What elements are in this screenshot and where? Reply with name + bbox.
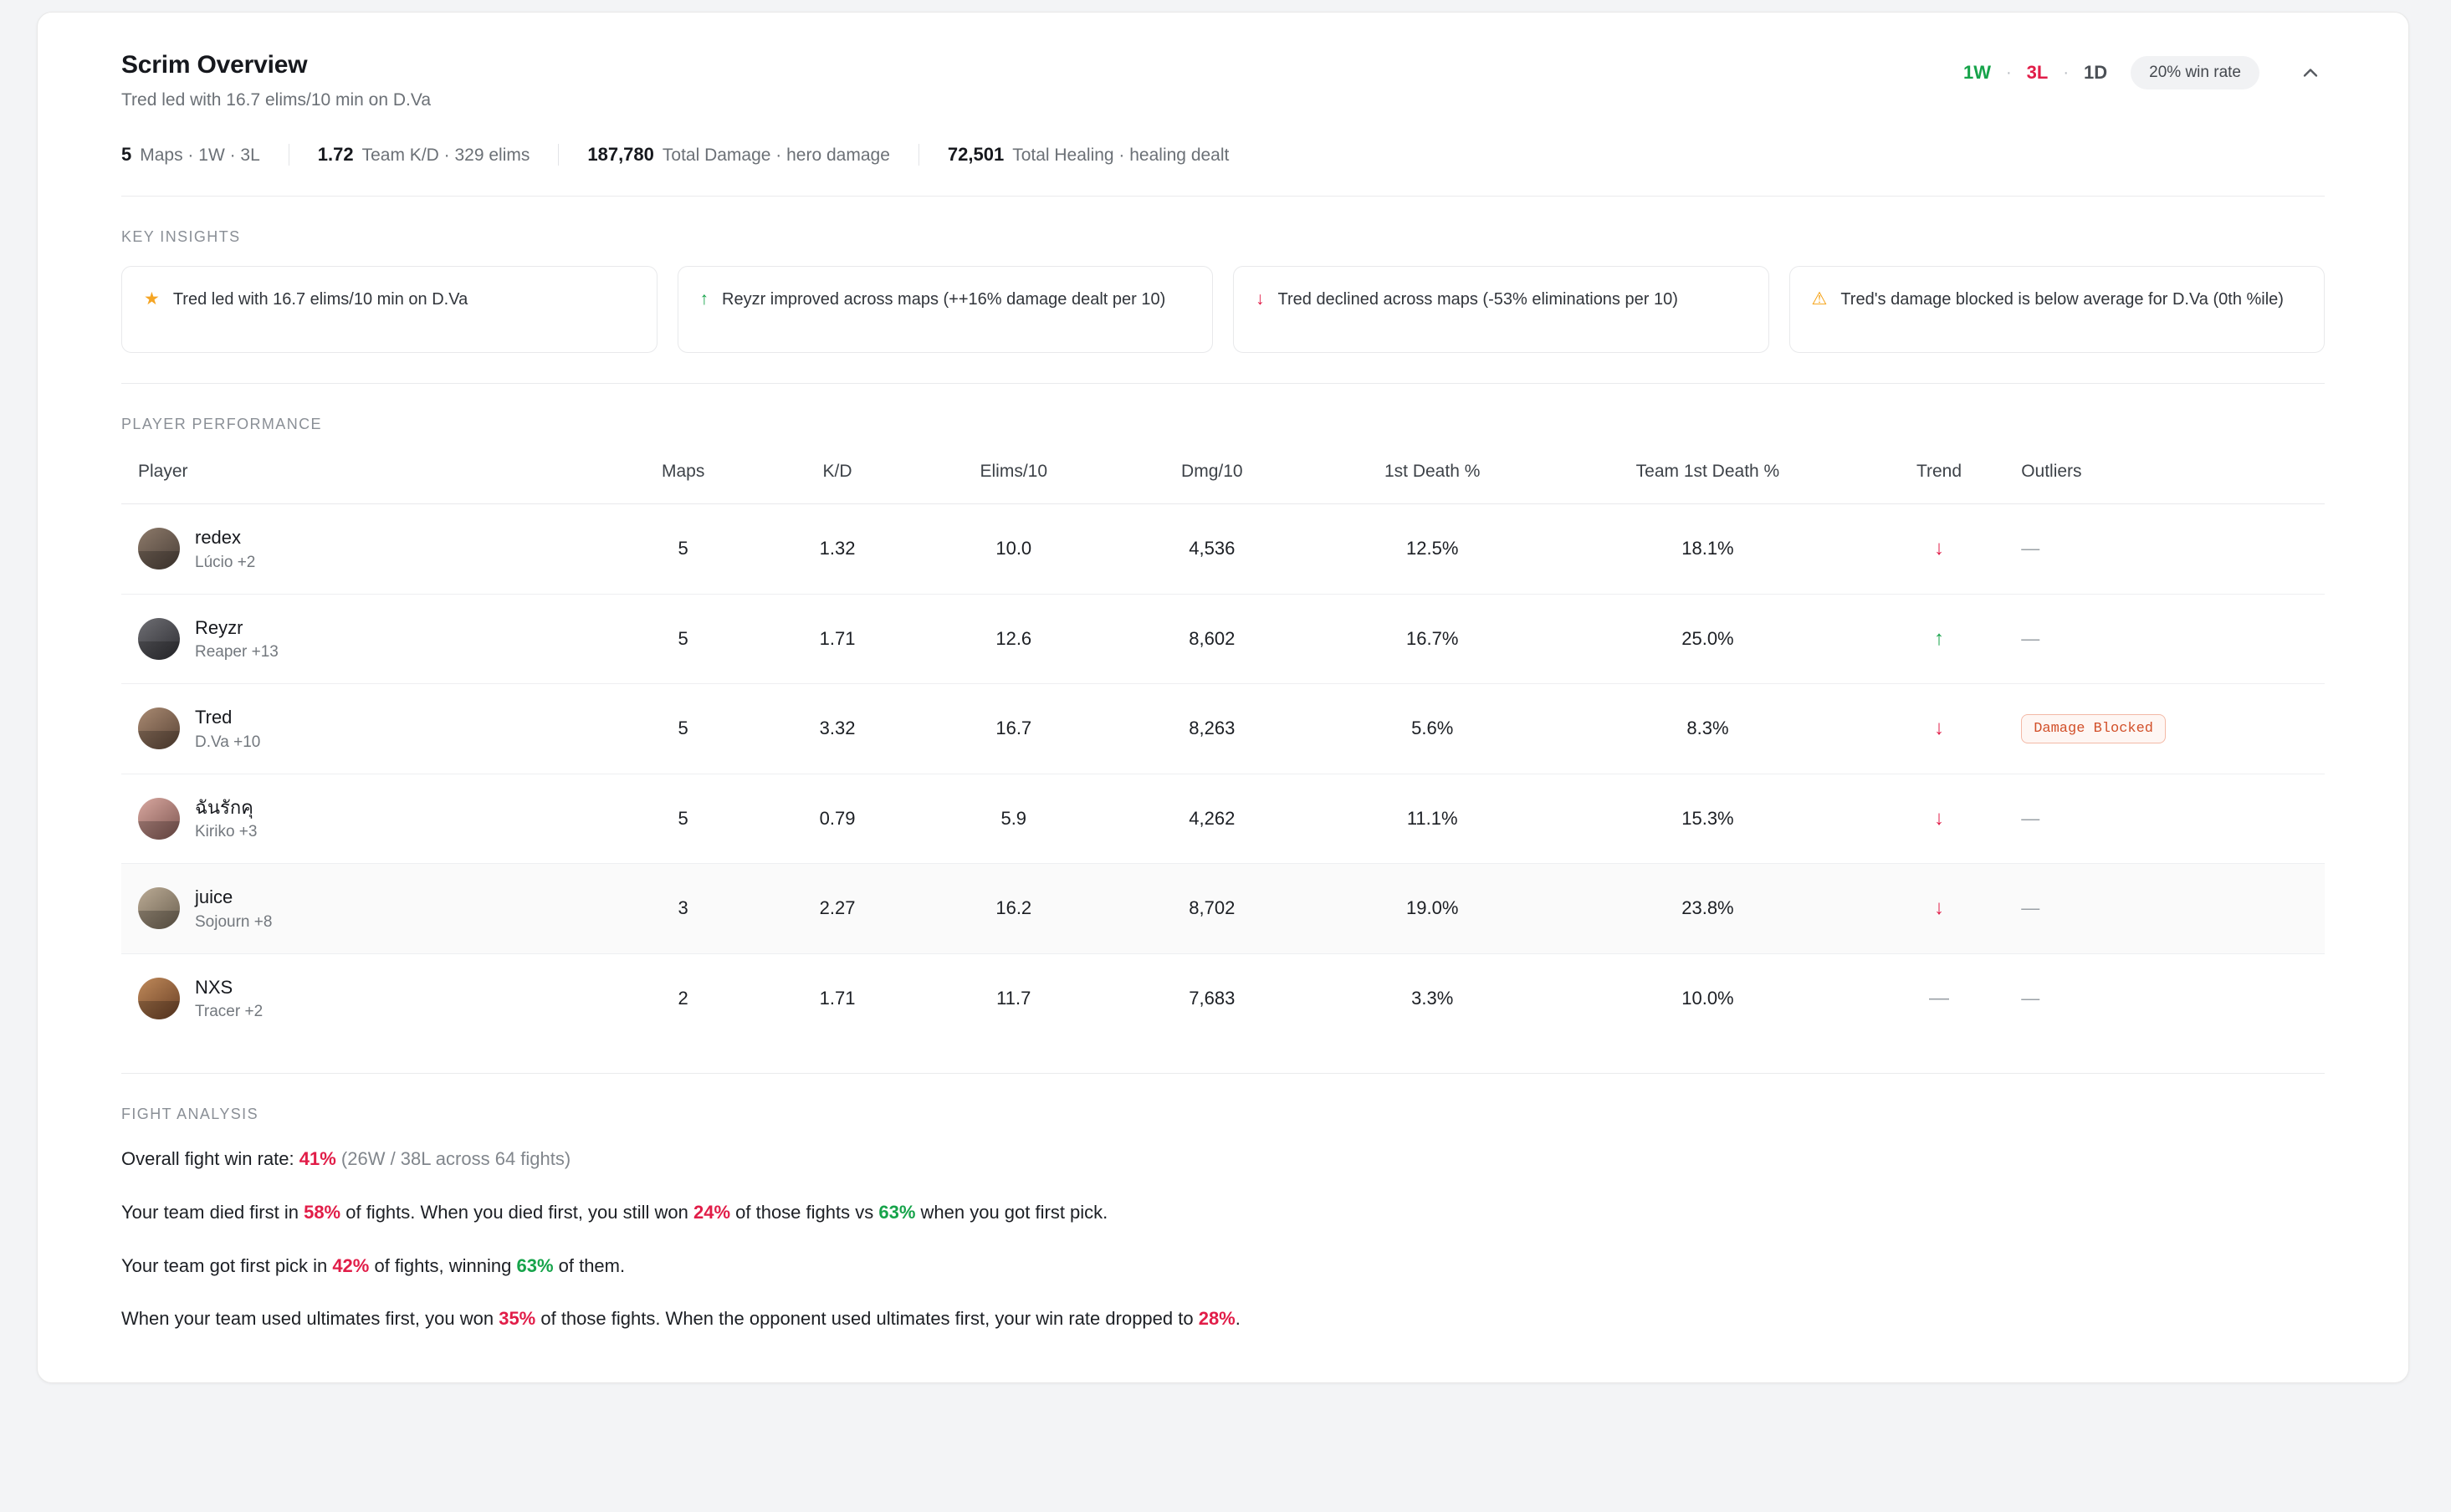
fa1-detail: (26W / 38L across 64 fights) [335,1148,571,1169]
summary-stat-value: 1.72 [317,144,354,165]
cell-elims10: 5.9 [914,774,1113,864]
summary-stat-value: 5 [121,144,132,165]
column-header-player: Player [121,452,606,504]
fa3-v2: 63% [516,1254,554,1276]
column-header-trend: Trend [1862,452,2016,504]
cell-maps: 3 [606,864,760,954]
fa3-p1: Your team got first pick in [121,1254,333,1276]
fa2-p1: Your team died first in [121,1201,304,1223]
player-hero: Lúcio +2 [195,553,256,571]
avatar [138,798,180,840]
player-performance-label: PLAYER PERFORMANCE [121,416,322,432]
player-cell [121,774,606,864]
header-text-group [121,51,431,110]
cell-kd: 3.32 [760,684,914,774]
fa2-v3: 63% [878,1201,916,1223]
divider [121,383,2325,384]
table-row[interactable] [121,864,2325,954]
insight-text: Reyzr improved across maps (++16% damage dealt per 10) [722,290,1166,309]
trend-flat-icon: — [1929,986,1949,1009]
cell-first-death: 5.6% [1311,684,1553,774]
cell-kd: 2.27 [760,864,914,954]
record-sep-2: · [2063,63,2070,82]
avatar [138,978,180,1019]
cell-maps: 2 [678,987,688,1009]
player-name: Reyzr [195,616,243,638]
trend-down-icon: ↓ [1862,864,2016,954]
summary-stat [121,144,289,166]
fa2-p2: of fights. When you died first, you still won [340,1201,693,1223]
cell-first-death: 11.1% [1311,774,1553,864]
column-header-maps: Maps [606,452,760,504]
insight-card [678,266,1214,353]
player-name: redex [195,527,242,548]
fa4-p2: of those fights. When the opponent used ultimates first, your win rate dropped to [535,1308,1199,1330]
table-row[interactable] [121,774,2325,864]
player-performance-table [121,452,2325,1043]
avatar [138,707,180,749]
player-hero: Tracer +2 [195,1003,264,1020]
cell-elims10: 12.6 [914,594,1113,684]
cell-team-first-death: 15.3% [1553,774,1862,864]
cell-outliers: — [2016,774,2325,864]
cell-elims10: 16.7 [914,684,1113,774]
player-cell [121,864,606,954]
cell-maps: 5 [606,594,760,684]
cell-first-death: 16.7% [1311,594,1553,684]
column-header-elims10: Elims/10 [914,452,1113,504]
fight-analysis-label: FIGHT ANALYSIS [121,1106,258,1122]
record-wins: 1W [1963,62,1991,83]
fa3-p2: of fights, winning [369,1254,517,1276]
fa1-prefix: Overall fight win rate: [121,1148,299,1169]
cell-first-death: 3.3% [1411,987,1454,1009]
cell-dmg10: 8,602 [1113,594,1311,684]
fight-analysis-line-1 [121,1147,2325,1172]
fa4-p1: When your team used ultimates first, you won [121,1308,499,1330]
cell-outliers: — [2016,864,2325,954]
table-row[interactable] [121,594,2325,684]
table-row[interactable] [121,684,2325,774]
insight-card [1233,266,1769,353]
summary-stat [918,144,1257,166]
fight-analysis-line-2 [121,1200,2325,1226]
player-name: juice [195,886,233,907]
record-sep-1: · [2006,63,2012,82]
key-insights-list [121,266,2325,353]
player-cell [121,594,606,684]
column-header-first-death: 1st Death % [1311,452,1553,504]
insight-text: Tred declined across maps (-53% eliminations per 10) [1277,290,1678,309]
summary-stat-value: 187,780 [587,144,654,165]
status-badge: Damage Blocked [2021,714,2166,743]
summary-stat-label: Total Healing · healing dealt [1012,146,1230,165]
insight-card [1789,266,2326,353]
cell-team-first-death: 18.1% [1553,504,1862,595]
cell-team-first-death: 25.0% [1553,594,1862,684]
summary-stat-label: Maps · 1W · 3L [140,146,260,165]
arrow-down-icon: ↓ [1256,289,1265,309]
summary-stat-strip [121,144,2325,166]
fa2-p4: when you got first pick. [915,1201,1108,1223]
player-name: NXS [195,976,233,998]
fa3-p3: of them. [553,1254,626,1276]
cell-kd: 1.71 [760,594,914,684]
fa3-v1: 42% [332,1254,370,1276]
cell-dmg10: 4,262 [1113,774,1311,864]
fa4-p3: . [1235,1308,1241,1330]
summary-stat-label: Total Damage · hero damage [662,146,890,165]
player-cell [121,953,606,1043]
cell-outliers: — [2021,987,2040,1009]
cell-first-death: 12.5% [1311,504,1553,595]
avatar [138,887,180,929]
cell-dmg10: 7,683 [1189,987,1236,1009]
page-title: Scrim Overview [121,51,308,79]
cell-maps: 5 [606,774,760,864]
fight-analysis-line-4 [121,1306,2325,1332]
scrim-overview-card [37,12,2409,1383]
cell-team-first-death: 10.0% [1681,987,1734,1009]
player-hero: D.Va +10 [195,733,261,751]
arrow-up-icon: ↑ [699,289,709,309]
record-draws: 1D [2084,62,2108,83]
trend-down-icon: ↓ [1862,504,2016,595]
key-insights-label: KEY INSIGHTS [121,228,241,245]
warning-icon: ⚠ [1811,289,1828,309]
cell-outliers: — [2016,594,2325,684]
column-header-outliers: Outliers [2016,452,2325,504]
player-name: ฉันรักคุ [195,796,253,818]
cell-maps: 5 [606,504,760,595]
page-subtitle: Tred led with 16.7 elims/10 min on D.Va [121,90,432,110]
fa1-rate: 41% [299,1148,336,1169]
player-cell [121,504,606,595]
fight-analysis-body [121,1147,2325,1332]
table-header-row [121,452,2325,504]
fa2-p3: of those fights vs [730,1201,879,1223]
player-name: Tred [195,707,233,728]
column-header-kd: K/D [760,452,914,504]
cell-kd: 1.32 [760,504,914,595]
cell-dmg10: 8,702 [1113,864,1311,954]
avatar [138,618,180,660]
summary-stat-value: 72,501 [947,144,1005,165]
cell-outliers: — [2016,504,2325,595]
cell-outliers [2016,684,2325,774]
card-header [121,13,2325,110]
cell-team-first-death: 8.3% [1553,684,1862,774]
trend-down-icon: ↓ [1862,684,2016,774]
summary-stat-label: Team K/D · 329 elims [361,146,530,165]
avatar [138,528,180,570]
cell-elims10: 10.0 [914,504,1113,595]
cell-elims10: 16.2 [914,864,1113,954]
header-meta-group [1963,51,2325,89]
insight-text: Tred led with 16.7 elims/10 min on D.Va [172,290,468,309]
table-row[interactable] [121,504,2325,595]
table-row[interactable] [121,953,2325,1043]
cell-dmg10: 4,536 [1113,504,1311,595]
chevron-up-icon[interactable] [2296,59,2325,87]
summary-stat [558,144,918,166]
cell-kd: 1.71 [819,987,856,1009]
win-rate-badge: 20% win rate [2131,56,2259,89]
fa4-v1: 35% [499,1308,536,1330]
record-losses: 3L [2026,62,2049,83]
insight-text: Tred's damage blocked is below average for D.Va (0th %ile) [1840,290,2284,309]
divider [121,196,2325,197]
column-header-team-first-death: Team 1st Death % [1553,452,1862,504]
player-hero: Sojourn +8 [195,912,273,931]
fight-analysis-line-3 [121,1254,2325,1280]
insight-card [121,266,658,353]
column-header-dmg10: Dmg/10 [1113,452,1311,504]
cell-dmg10: 8,263 [1113,684,1311,774]
fa2-v2: 24% [693,1201,731,1223]
summary-stat [289,144,559,166]
cell-kd: 0.79 [760,774,914,864]
star-icon: ★ [144,289,160,309]
cell-team-first-death: 23.8% [1553,864,1862,954]
divider [121,1073,2325,1074]
cell-maps: 5 [606,684,760,774]
player-hero: Reaper +13 [195,643,279,661]
cell-first-death: 19.0% [1311,864,1553,954]
trend-down-icon: ↓ [1862,774,2016,864]
fa2-v1: 58% [304,1201,341,1223]
player-hero: Kiriko +3 [195,823,258,840]
cell-elims10: 11.7 [996,987,1031,1009]
trend-up-icon: ↑ [1862,594,2016,684]
player-cell [121,684,606,774]
fa4-v2: 28% [1198,1308,1236,1330]
